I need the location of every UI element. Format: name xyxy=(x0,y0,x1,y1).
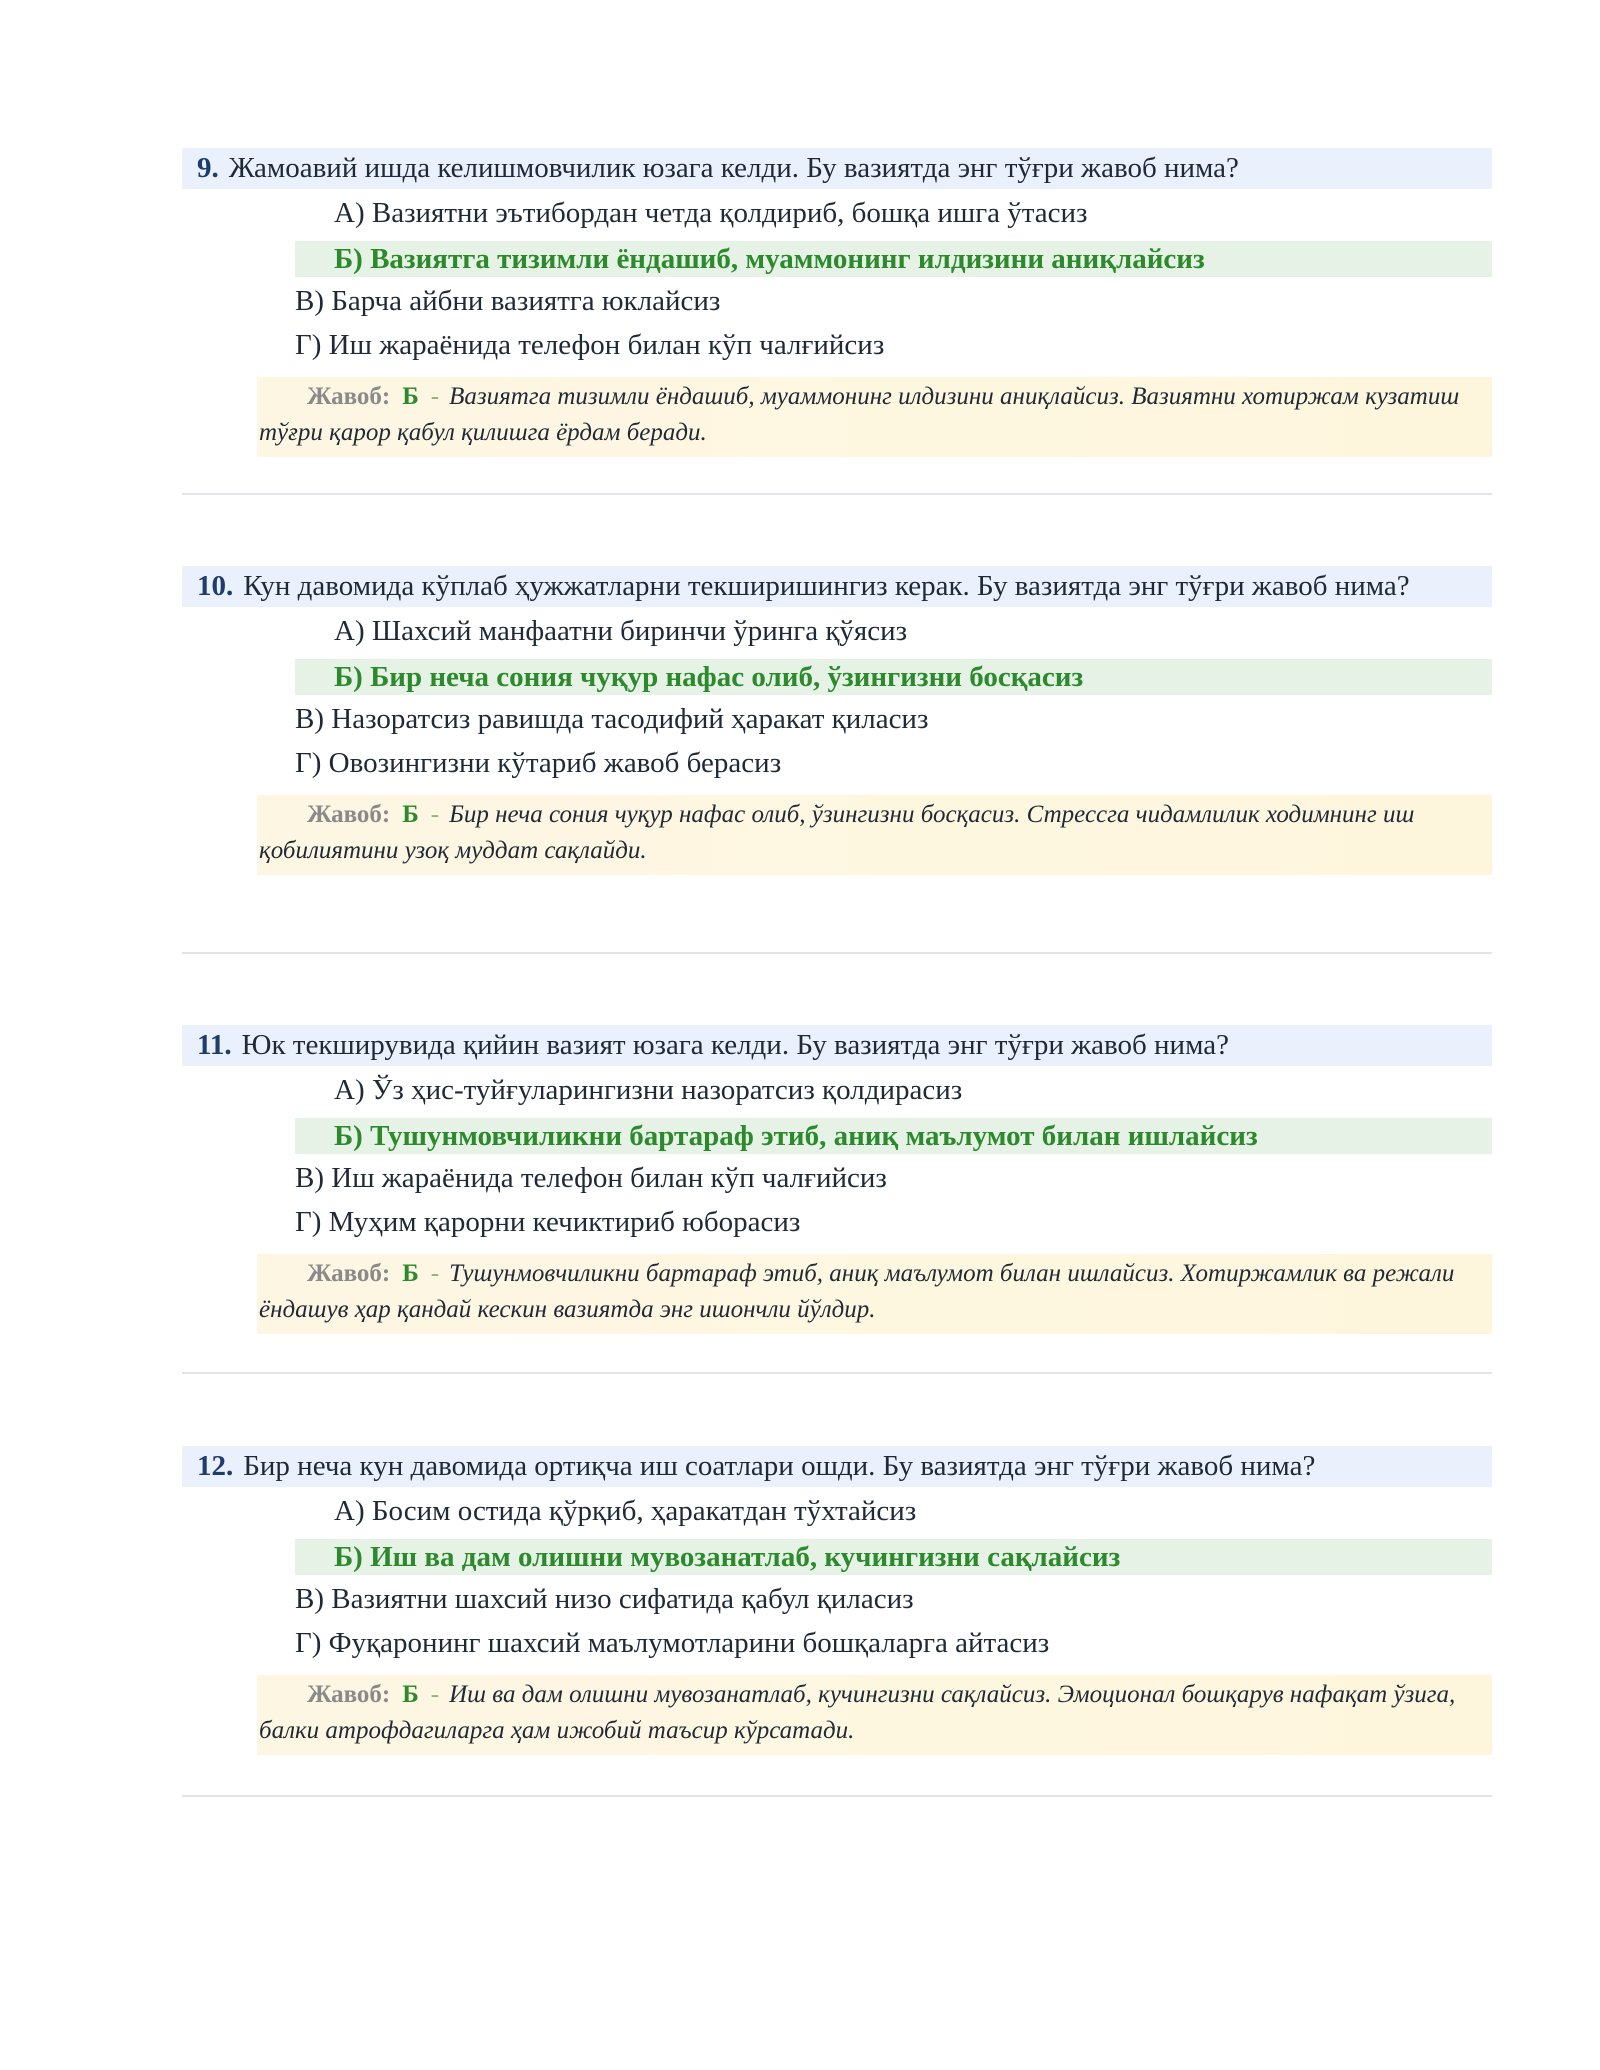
option-d: Г) Овозингизни кўтариб жавоб берасиз xyxy=(295,747,782,779)
option-a: А) Шахсий манфаатни биринчи ўринга қўясиз xyxy=(334,615,908,647)
question-block-11 xyxy=(182,1025,1492,1334)
question-text: Юк текширувида қийин вазият юзага келди. Бу вазиятда энг тўғри жавоб нима? xyxy=(241,1029,1229,1061)
question-number: 10. xyxy=(197,570,234,602)
answer-text: Тушунмовчиликни бартараф этиб, аниқ маълумот билан ишлайсиз. Хотиржамлик ва режали ёндашув ҳар қандай кескин вазиятда энг ишончли йўлдир. xyxy=(259,1260,1455,1323)
answer-letter: Б xyxy=(402,801,419,828)
answer-label: Жавоб: xyxy=(307,1260,391,1287)
answer-label: Жавоб: xyxy=(307,801,391,828)
option-a: А) Вазиятни эътибордан четда қолдириб, бошқа ишга ўтасиз xyxy=(334,197,1088,229)
option-c: В) Иш жараёнида телефон билан кўп чалғийсиз xyxy=(295,1162,887,1194)
answer-letter: Б xyxy=(402,1681,419,1708)
answer-explanation xyxy=(257,1675,1492,1755)
divider xyxy=(182,1795,1492,1797)
question-text: Бир неча кун давомида ортиқча иш соатлари ошди. Бу вазиятда энг тўғри жавоб нима? xyxy=(243,1450,1316,1482)
answer-label: Жавоб: xyxy=(307,1681,391,1708)
answer-explanation xyxy=(257,377,1492,457)
question-header xyxy=(182,1446,1492,1487)
answer-letter: Б xyxy=(402,1260,419,1287)
divider xyxy=(182,1372,1492,1374)
option-b-correct: Б) Бир неча сония чуқур нафас олиб, ўзингизни босқасиз xyxy=(295,659,1492,695)
option-c: В) Вазиятни шахсий низо сифатида қабул қиласиз xyxy=(295,1583,914,1615)
answer-letter: Б xyxy=(402,383,419,410)
question-block-10 xyxy=(182,566,1492,875)
question-block-12 xyxy=(182,1446,1492,1755)
answer-dash: - xyxy=(430,1260,440,1287)
answer-explanation xyxy=(257,795,1492,875)
answer-label: Жавоб: xyxy=(307,383,391,410)
answer-dash: - xyxy=(430,1681,440,1708)
option-c: В) Назоратсиз равишда тасодифий ҳаракат қиласиз xyxy=(295,703,929,735)
option-b-correct: Б) Тушунмовчиликни бартараф этиб, аниқ маълумот билан ишлайсиз xyxy=(295,1118,1492,1154)
option-a: А) Босим остида қўрқиб, ҳаракатдан тўхтайсиз xyxy=(334,1495,917,1527)
answer-text: Бир неча сония чуқур нафас олиб, ўзингизни босқасиз. Стрессга чидамлилик ходимнинг иш қобилиятини узоқ муддат сақлайди. xyxy=(259,801,1415,864)
answer-text: Вазиятга тизимли ёндашиб, муаммонинг илдизини аниқлайсиз. Вазиятни хотиржам кузатиш тўғри қарор қабул қилишга ёрдам беради. xyxy=(259,383,1460,446)
divider xyxy=(182,952,1492,954)
question-text: Жамоавий ишда келишмовчилик юзага келди. Бу вазиятда энг тўғри жавоб нима? xyxy=(228,152,1239,184)
option-d: Г) Фуқаронинг шахсий маълумотларини бошқаларга айтасиз xyxy=(295,1627,1050,1659)
answer-dash: - xyxy=(430,801,440,828)
option-b-correct: Б) Иш ва дам олишни мувозанатлаб, кучингизни сақлайсиз xyxy=(295,1539,1492,1575)
option-d: Г) Иш жараёнида телефон билан кўп чалғийсиз xyxy=(295,329,885,361)
question-header xyxy=(182,566,1492,607)
question-number: 11. xyxy=(197,1029,232,1061)
question-header xyxy=(182,148,1492,189)
option-d: Г) Муҳим қарорни кечиктириб юборасиз xyxy=(295,1206,801,1238)
question-number: 9. xyxy=(197,152,219,184)
answer-explanation xyxy=(257,1254,1492,1334)
option-c: В) Барча айбни вазиятга юклайсиз xyxy=(295,285,721,317)
option-a: А) Ўз ҳис-туйғуларингизни назоратсиз қолдирасиз xyxy=(334,1074,963,1106)
question-number: 12. xyxy=(197,1450,234,1482)
question-header xyxy=(182,1025,1492,1066)
answer-dash: - xyxy=(430,383,440,410)
question-block-9 xyxy=(182,148,1492,457)
answer-text: Иш ва дам олишни мувозанатлаб, кучингизни сақлайсиз. Эмоционал бошқарув нафақат ўзига, балки атрофдагиларга ҳам ижобий таъсир кўрсатади. xyxy=(259,1681,1456,1744)
option-b-correct: Б) Вазиятга тизимли ёндашиб, муаммонинг илдизини аниқлайсиз xyxy=(295,241,1492,277)
divider xyxy=(182,493,1492,495)
question-text: Кун давомида кўплаб ҳужжатларни текширишингиз керак. Бу вазиятда энг тўғри жавоб нима? xyxy=(243,570,1410,602)
